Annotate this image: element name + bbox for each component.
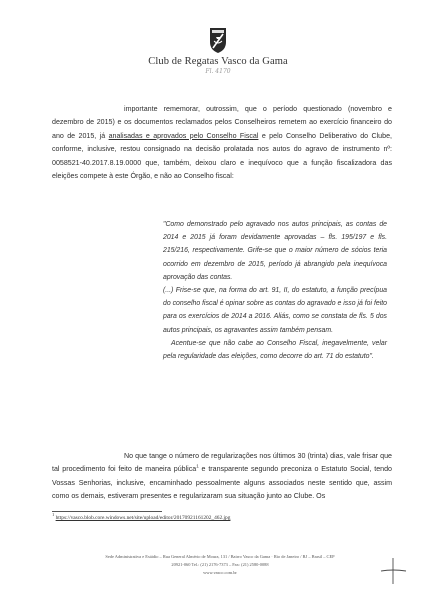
signature-mark: [378, 556, 408, 586]
footnote-ref: 1: [196, 464, 199, 470]
quote-paragraph-2: (...) Frise-se que, na forma do art. 91, II, do estatuto, a função precípua do conselho fiscal é opinar sobre as contas do agravado e isso já foi feito para os exercícios de 2014 a 2016. Aliás, como se constata de fls. 5 dos autos principais, os agravantes assim também pensam.: [163, 287, 387, 334]
footnote-divider: [52, 511, 162, 512]
paragraph-2-text-b: e transparente segundo preconiza o Estatuto Social, tendo Vossas Senhorias, inclusive, encaminhado pessoalmente alguns associados neste sentido que, assim como os demais, estiveram presentes e regularizaram sua situação junto ao Clube. Os: [52, 465, 392, 501]
vasco-crest-logo: [208, 26, 228, 54]
quote-paragraph-1: "Como demonstrado pelo agravado nos autos principais, as contas de 2014 e 2015 já foram devidamente aprovadas – fls. 195/197 e fls. 215/216, respectivamente. Grife-se que o maior número de sócios teria ocorrido em dezembro de 2015, período já abrangido pela inequívoca aprovação das contas.: [163, 221, 387, 281]
paragraph-1-underlined: analisadas e aprovados pelo Conselho Fiscal: [108, 131, 259, 140]
paragraph-1-text-b: e pelo Conselho Deliberativo do Clube, conforme, inclusive, restou consignado na decisão prolatada nos autos do agravo de instrumento nº: 0058521-40.2017.8.19.0000 que, também, deixou claro e inequívoco que a função fiscalizadora das eleições compete à este Órgão, e não ao Conselho fiscal:: [52, 131, 392, 181]
club-name: Club de Regatas Vasco da Gama: [148, 56, 288, 67]
footnote-number: 1: [52, 512, 55, 518]
footer-website: www.vasco.com.br: [203, 570, 237, 575]
footer-address: Sede Administrativa e Estádio – Rua General Almério de Moura, 131 / Bairro Vasco da Gama · Rio de Janeiro / RJ – Brasil – CEP: [105, 554, 335, 559]
handwritten-page-mark: Fl. 4170: [205, 68, 231, 75]
footnote-link[interactable]: https://vasco.blob.core.windows.net/site/upload/editor/20170921161202_462.jpg: [55, 515, 231, 521]
footnote: [52, 512, 392, 521]
quote-paragraph-3: Acentue-se que não cabe ao Conselho Fiscal, inegavelmente, velar pela regularidade das eleições, como decorre do art. 71 do estatuto".: [163, 339, 387, 361]
block-quote: [163, 218, 387, 363]
footer-phone: 20921-060 Tel.: (21) 2176-7373 – Fax: (21) 2580-0088: [171, 562, 269, 567]
paragraph-2: [52, 450, 392, 504]
page-footer: [60, 553, 380, 577]
letterhead: [0, 26, 436, 75]
paragraph-2-text-a: No que tange o número de regularizações nos últimos 30 (trinta) dias, vale frisar que tal procedimento foi feito de maneira pública: [52, 452, 392, 474]
paragraph-1-text-a: importante rememorar, outrossim, que o período questionado (novembro e dezembro de 2015) e os documentos reclamados pelos Conselheiros remetem ao exercício financeiro do ano de 2015, já: [52, 105, 392, 140]
paragraph-1: [52, 103, 392, 183]
